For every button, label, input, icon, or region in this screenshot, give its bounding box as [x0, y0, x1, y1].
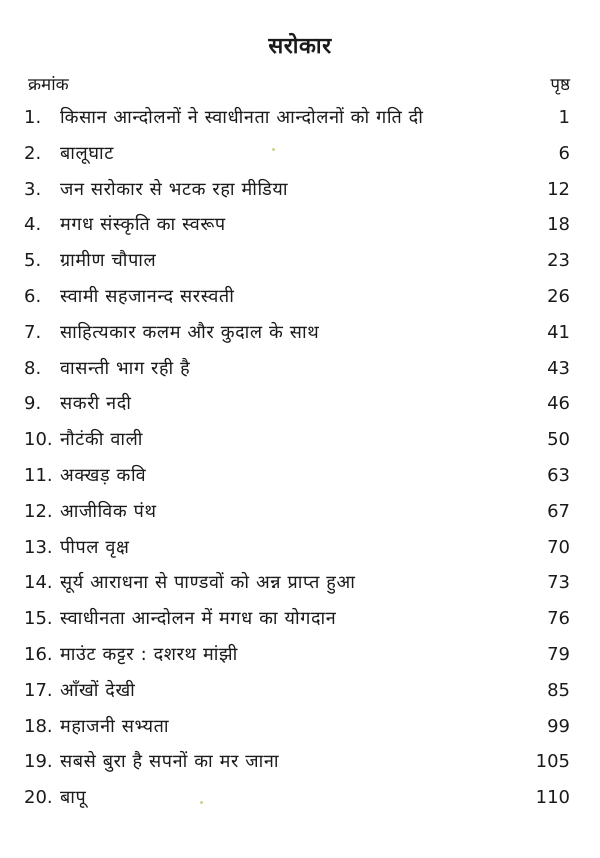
- toc-entry: [0, 279, 600, 315]
- toc-entry-number: 20.: [24, 787, 53, 809]
- toc-entry: [0, 780, 600, 816]
- toc-entry: [0, 100, 600, 136]
- toc-entry-page: 26: [547, 285, 570, 307]
- toc-entry-page: 6: [558, 142, 570, 164]
- toc-entry: [0, 637, 600, 673]
- toc-entry-number: 17.: [24, 679, 53, 701]
- toc-entry-number: 18.: [24, 715, 53, 737]
- toc-entry-number: 3.: [24, 178, 42, 200]
- toc-entry-title: साहित्यकार कलम और कुदाल के साथ: [60, 321, 320, 343]
- toc-entry-title: स्वामी सहजानन्द सरस्वती: [60, 285, 235, 307]
- toc-entry-number: 1.: [24, 107, 42, 128]
- toc-entry-page: 105: [535, 751, 570, 773]
- toc-entry: [0, 422, 600, 458]
- toc-entry: [0, 494, 600, 530]
- toc-entry-page: 1: [558, 107, 570, 128]
- toc-entry-number: 19.: [24, 751, 53, 773]
- toc-entry: [0, 709, 600, 745]
- toc-entry-page: 76: [547, 608, 570, 630]
- toc-entry: [0, 458, 600, 494]
- toc-entry-title: आँखों देखी: [60, 679, 136, 701]
- toc-entry-title: माउंट कट्टर : दशरथ मांझी: [60, 643, 238, 665]
- serial-number-header: क्रमांक: [28, 75, 69, 95]
- toc-entry-number: 16.: [24, 643, 53, 665]
- toc-entry-title: पीपल वृक्ष: [60, 536, 130, 558]
- toc-entry-title: जन सरोकार से भटक रहा मीडिया: [60, 178, 289, 200]
- toc-entry-page: 79: [547, 643, 570, 665]
- toc-entry-title: स्वाधीनता आन्दोलन में मगध का योगदान: [60, 608, 337, 630]
- toc-entry: [0, 530, 600, 566]
- toc-entry: [0, 351, 600, 387]
- toc-entry-page: 18: [547, 214, 570, 236]
- toc-entry-number: 14.: [24, 572, 53, 594]
- toc-entry-page: 12: [547, 178, 570, 200]
- toc-entry-number: 7.: [24, 321, 42, 343]
- toc-entry-title: बापू: [60, 787, 87, 809]
- toc-entry: [0, 601, 600, 637]
- toc-entry-number: 9.: [24, 393, 42, 415]
- toc-entry-page: 110: [535, 787, 570, 809]
- toc-entry-title: वासन्ती भाग रही है: [60, 357, 191, 379]
- toc-entry-page: 23: [547, 250, 570, 272]
- toc-entry-title: मगध संस्कृति का स्वरूप: [60, 214, 226, 236]
- toc-entry-number: 8.: [24, 357, 42, 379]
- toc-entry-title: ग्रामीण चौपाल: [60, 250, 157, 272]
- toc-entry-title: सकरी नदी: [60, 393, 132, 415]
- toc-entry: [0, 315, 600, 351]
- toc-entry-title: किसान आन्दोलनों ने स्वाधीनता आन्दोलनों को गति दी: [60, 107, 424, 128]
- toc-entry-page: 67: [547, 500, 570, 522]
- toc-entry-number: 2.: [24, 142, 42, 164]
- toc-entry-number: 4.: [24, 214, 42, 236]
- toc-entry-page: 63: [547, 464, 570, 486]
- toc-entry-number: 15.: [24, 608, 53, 630]
- toc-entry: [0, 565, 600, 601]
- toc-entry-number: 5.: [24, 250, 42, 272]
- toc-entry-title: सबसे बुरा है सपनों का मर जाना: [60, 751, 280, 773]
- toc-entry: [0, 172, 600, 208]
- toc-entry-page: 85: [547, 679, 570, 701]
- toc-entry-page: 73: [547, 572, 570, 594]
- toc-entry: [0, 243, 600, 279]
- page-title: सरोकार: [268, 34, 332, 59]
- toc-entry-title: सूर्य आराधना से पाण्डवों को अन्न प्राप्त हुआ: [60, 572, 356, 594]
- toc-entry-page: 70: [547, 536, 570, 558]
- toc-entry-page: 99: [547, 715, 570, 737]
- toc-entry-number: 10.: [24, 429, 53, 451]
- toc-entry: [0, 136, 600, 172]
- paper-speck: [272, 148, 275, 151]
- toc-entry-title: अक्खड़ कवि: [60, 464, 147, 486]
- toc-entry-number: 11.: [24, 464, 53, 486]
- toc-entry: [0, 386, 600, 422]
- toc-entry-number: 12.: [24, 500, 53, 522]
- toc-entry-title: नौटंकी वाली: [60, 429, 144, 451]
- toc-entry-title: आजीविक पंथ: [60, 500, 157, 522]
- toc-entry-page: 41: [547, 321, 570, 343]
- toc-entry: [0, 744, 600, 780]
- toc-entry-title: बालूघाट: [60, 142, 114, 164]
- paper-speck: [200, 801, 203, 804]
- toc-entry-number: 6.: [24, 285, 42, 307]
- toc-entry-number: 13.: [24, 536, 53, 558]
- toc-entry-title: महाजनी सभ्यता: [60, 715, 170, 737]
- table-of-contents: [0, 100, 600, 816]
- toc-entry-page: 50: [547, 429, 570, 451]
- toc-entry-page: 46: [547, 393, 570, 415]
- toc-entry-page: 43: [547, 357, 570, 379]
- toc-entry: [0, 673, 600, 709]
- page-number-header: पृष्ठ: [550, 75, 570, 95]
- toc-entry: [0, 207, 600, 243]
